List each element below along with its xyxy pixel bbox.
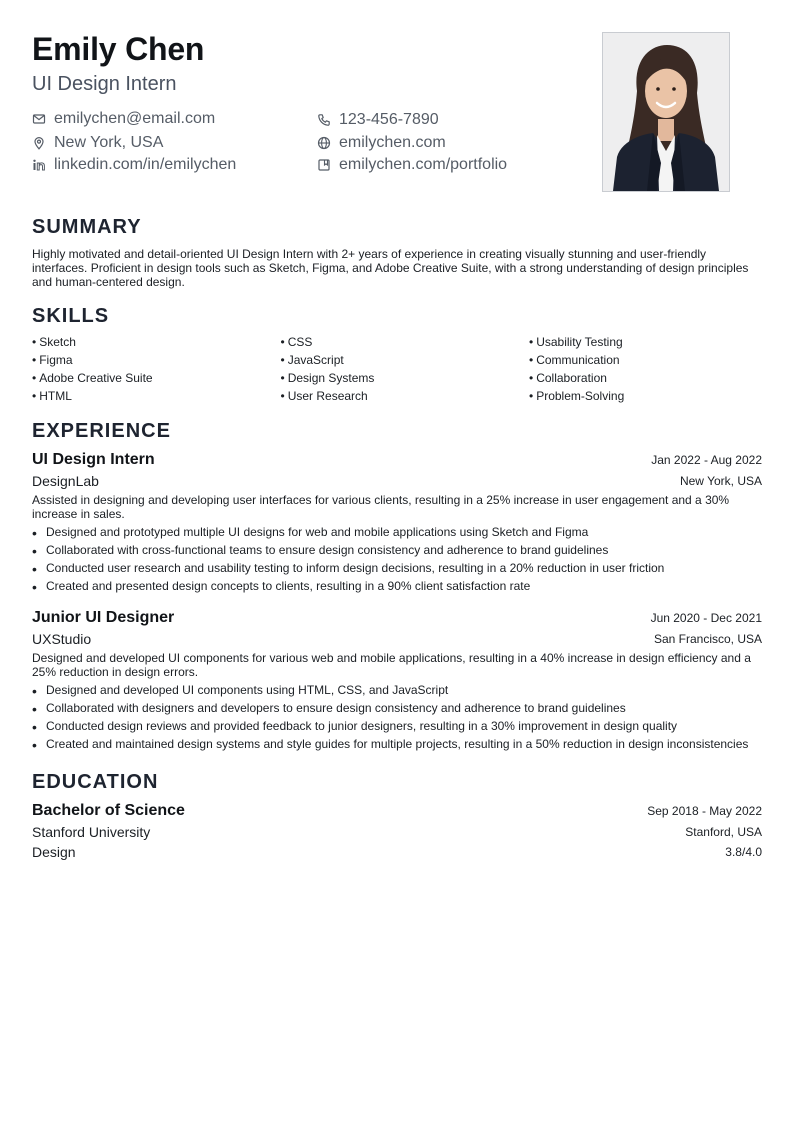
job-description: Designed and developed UI components for various web and mobile applications, resulting in a 40% increase in design efficiency and a 25% reduction in design errors. <box>32 651 751 679</box>
job-title: Junior UI Designer <box>32 609 175 626</box>
field-of-study: Design <box>32 844 76 860</box>
job-bullet: • Collaborated with cross-functional teams to ensure design consistency and adherence to brand guidelines <box>32 543 772 561</box>
job-location: San Francisco, USA <box>653 632 762 646</box>
skill-item: • Collaboration <box>529 371 778 385</box>
location-text: New York, USA <box>54 134 164 151</box>
contact-website[interactable] <box>317 134 446 152</box>
job-bullet: • Conducted design reviews and provided feedback to junior designers, resulting in a 30% improvement in design quality <box>32 719 772 737</box>
linkedin-icon <box>32 158 46 172</box>
job-title: UI Design Intern <box>32 451 155 468</box>
envelope-icon <box>32 112 46 126</box>
job-description: Assisted in designing and developing user interfaces for various clients, resulting in a 25% increase in user engagement and a 30% increase in sales. <box>32 493 730 521</box>
gpa: 3.8/4.0 <box>725 845 762 859</box>
experience-heading: EXPERIENCE <box>32 420 171 442</box>
job-bullet: • Designed and prototyped multiple UI designs for web and mobile applications using Sketch and Figma <box>32 525 772 543</box>
skill-item: • CSS <box>281 335 530 349</box>
education-heading: EDUCATION <box>32 771 159 793</box>
contact-email[interactable] <box>32 110 215 128</box>
job-bullet: • Designed and developed UI components using HTML, CSS, and JavaScript <box>32 683 772 701</box>
job-location: New York, USA <box>679 474 762 488</box>
skill-item: • Figma <box>32 353 281 367</box>
skill-item: • Adobe Creative Suite <box>32 371 281 385</box>
location-pin-icon <box>32 136 46 150</box>
website-link: emilychen.com <box>339 134 446 151</box>
phone-text: 123-456-7890 <box>339 111 439 128</box>
skill-item: • User Research <box>281 389 530 403</box>
skill-item: • Sketch <box>32 335 281 349</box>
profile-photo <box>602 32 730 192</box>
job-bullets <box>32 683 772 755</box>
portfolio-link: emilychen.com/portfolio <box>339 156 508 173</box>
summary-text: Highly motivated and detail-oriented UI Design Intern with 2+ years of experience in creating visually stunning and user-friendly interfaces. Proficient in design tools such as Sketch, Figma, and Adobe Creative Suite, with a strong understanding of design principles and human-centered design. <box>32 247 749 289</box>
contact-location <box>32 134 163 152</box>
skill-item: • Problem-Solving <box>529 389 778 403</box>
job-bullets <box>32 525 772 597</box>
email-text: emilychen@email.com <box>54 110 216 127</box>
contact-portfolio[interactable] <box>317 156 507 174</box>
job-bullet: • Created and maintained design systems and style guides for multiple projects, resulting in a 50% reduction in design inconsistencies <box>32 737 772 755</box>
school-location: Stanford, USA <box>685 825 762 839</box>
degree-title: Bachelor of Science <box>32 802 185 819</box>
job-bullet: • Collaborated with designers and developers to ensure design consistency and adherence to brand guidelines <box>32 701 772 719</box>
candidate-role: UI Design Intern <box>32 73 177 95</box>
linkedin-link: linkedin.com/in/emilychen <box>54 156 237 173</box>
job-bullet: • Conducted user research and usability testing to inform design decisions, resulting in a 20% reduction in user friction <box>32 561 772 579</box>
skill-item: • Usability Testing <box>529 335 778 349</box>
portfolio-icon <box>317 158 331 172</box>
contact-phone[interactable] <box>317 111 439 129</box>
job-dates: Jun 2020 - Dec 2021 <box>650 611 762 625</box>
education-dates: Sep 2018 - May 2022 <box>647 804 762 818</box>
contact-linkedin[interactable] <box>32 156 236 174</box>
skill-item: • Communication <box>529 353 778 367</box>
candidate-name: Emily Chen <box>32 31 205 67</box>
summary-heading: SUMMARY <box>32 216 142 238</box>
job-bullet: • Created and presented design concepts to clients, resulting in a 90% client satisfaction rate <box>32 579 772 597</box>
job-company: DesignLab <box>32 473 99 489</box>
school-name: Stanford University <box>32 824 151 840</box>
job-dates: Jan 2022 - Aug 2022 <box>651 453 762 467</box>
skill-item: • JavaScript <box>281 353 530 367</box>
phone-icon <box>317 113 331 127</box>
globe-icon <box>317 136 331 150</box>
skill-item: • HTML <box>32 389 281 403</box>
skills-grid <box>32 335 778 403</box>
profile-photo-illustration <box>603 33 729 191</box>
skills-heading: SKILLS <box>32 305 110 327</box>
skill-item: • Design Systems <box>281 371 530 385</box>
job-company: UXStudio <box>32 631 92 647</box>
